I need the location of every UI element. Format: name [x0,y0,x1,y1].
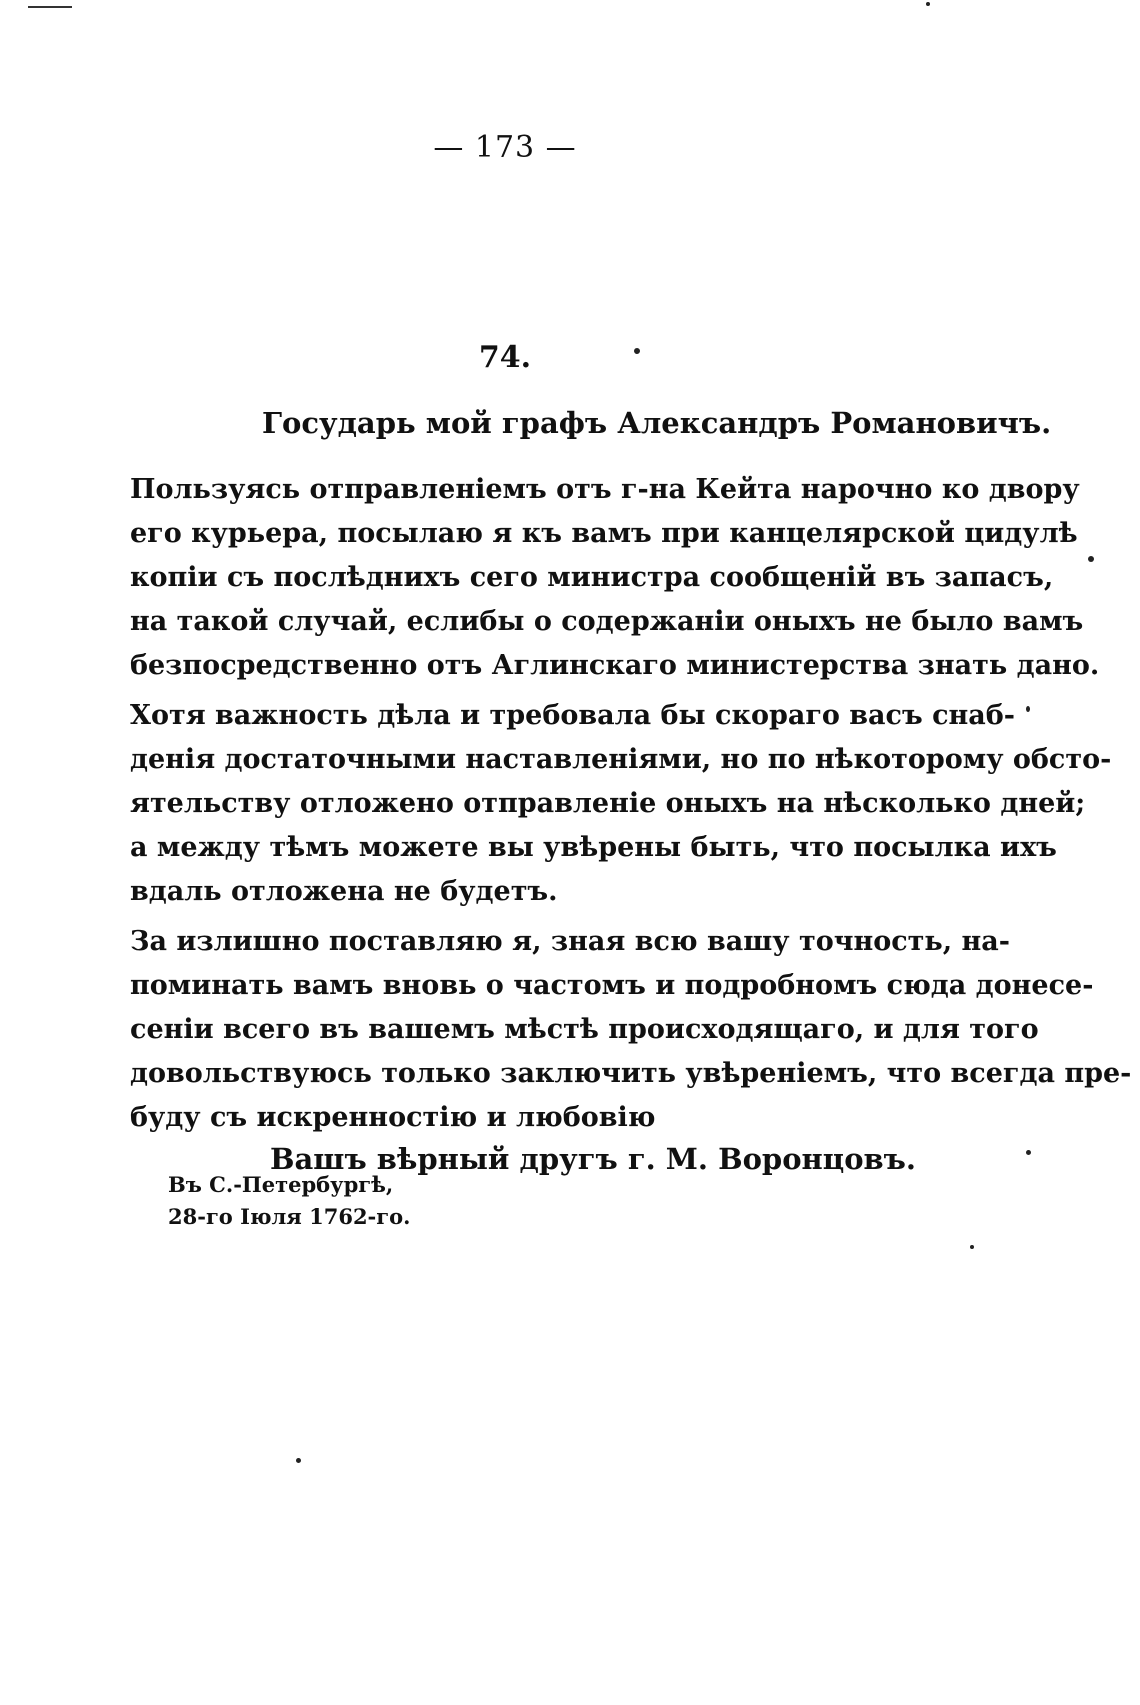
dateline-date: 28-го Іюля 1762-го. [168,1204,411,1229]
letter-number: 74. [478,340,532,375]
body-line: буду съ искренностію и любовію [130,1102,656,1133]
dateline-place: Въ С.-Петербургѣ, [168,1172,394,1197]
page-number: — 173 — [433,130,577,165]
body-line: Хотя важность дѣла и требовала бы скораго васъ снаб- [130,700,1016,731]
signature: Вашъ вѣрный другъ г. М. Воронцовъ. [270,1142,917,1176]
salutation: Государь мой графъ Александръ Романовичъ. [262,406,1052,440]
scan-speck [1026,1150,1031,1155]
scan-speck [926,2,930,6]
body-line: копіи съ послѣднихъ сего министра сообщеній въ запасъ, [130,562,1054,593]
body-line: денія достаточными наставленіями, но по нѣкоторому обсто- [130,744,1112,775]
body-line: ятельству отложено отправленіе оныхъ на нѣсколько дней; [130,788,1086,819]
body-line: безпосредственно отъ Аглинскаго министерства знать дано. [130,650,1100,681]
body-line: вдаль отложена не будетъ. [130,876,558,907]
scan-speck [1026,706,1030,712]
body-line: поминать вамъ вновь о частомъ и подробномъ сюда донесе- [130,970,1094,1001]
scan-speck [970,1245,974,1249]
scan-speck [296,1458,301,1463]
scan-speck [1088,556,1094,562]
body-line: на такой случай, еслибы о содержаніи оныхъ не было вамъ [130,606,1084,637]
body-line: сеніи всего въ вашемъ мѣстѣ происходящаго, и для того [130,1014,1039,1045]
body-line: Пользуясь отправленіемъ отъ г-на Кейта нарочно ко двору [130,474,1080,505]
body-line: довольствуюсь только заключить увѣреніемъ, что всегда пре- [130,1058,1132,1089]
top-rule [28,6,72,8]
body-line: его курьера, посылаю я къ вамъ при канцелярской цидулѣ [130,518,1078,549]
body-line: а между тѣмъ можете вы увѣрены быть, что посылка ихъ [130,832,1057,863]
body-line: За излишно поставляю я, зная всю вашу точность, на- [130,926,1010,957]
scan-speck [634,348,640,354]
